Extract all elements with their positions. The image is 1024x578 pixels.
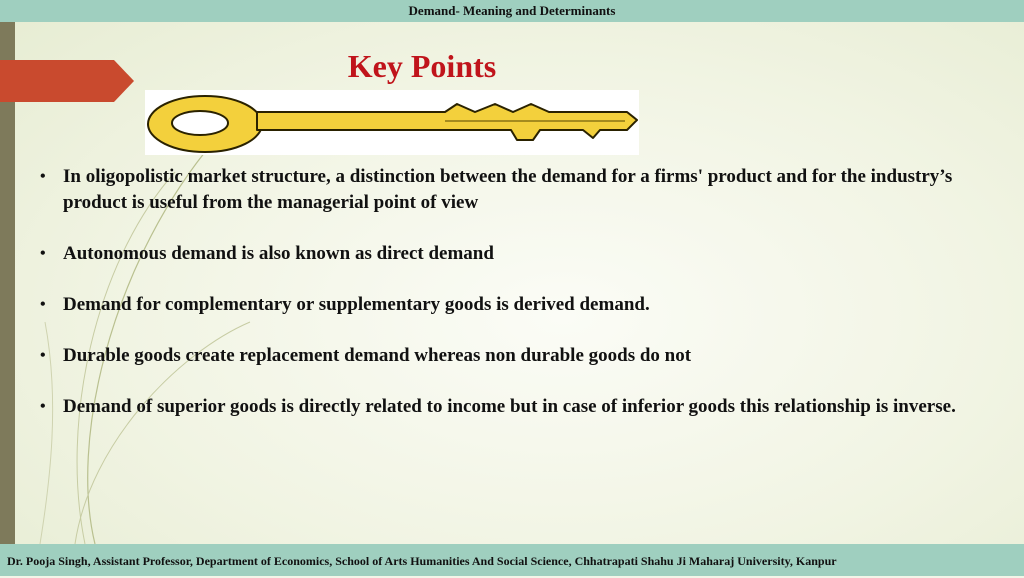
header-title: Demand- Meaning and Determinants bbox=[408, 3, 616, 18]
bullet: • bbox=[40, 398, 46, 415]
footer-text: Dr. Pooja Singh, Assistant Professor, Department of Economics, School of Arts Humanities And Social Science, Chhatrapati Shahu Ji Maharaj University, Kanpur bbox=[7, 554, 837, 568]
key-points-list bbox=[40, 164, 1000, 445]
slide-title: Key Points bbox=[347, 48, 497, 84]
point-text: Demand for complementary or supplementary goods is derived demand. bbox=[63, 294, 650, 315]
key-icon bbox=[145, 90, 639, 155]
list-item bbox=[40, 241, 1000, 267]
key-image bbox=[145, 90, 639, 155]
list-item bbox=[40, 394, 1000, 420]
footer-bar bbox=[0, 544, 1024, 576]
bullet: • bbox=[40, 296, 46, 313]
bullet: • bbox=[40, 347, 46, 364]
header-bar bbox=[0, 0, 1024, 22]
bullet: • bbox=[40, 168, 46, 185]
point-text: Autonomous demand is also known as direct demand bbox=[63, 243, 494, 264]
bullet: • bbox=[40, 245, 46, 262]
list-item bbox=[40, 292, 1000, 318]
point-text: Demand of superior goods is directly related to income but in case of inferior goods this relationship is inverse. bbox=[63, 396, 956, 417]
list-item bbox=[40, 164, 1000, 216]
point-text: In oligopolistic market structure, a distinction between the demand for a firms' product and for the industry’s product is useful from the managerial point of view bbox=[63, 166, 953, 213]
point-text: Durable goods create replacement demand whereas non durable goods do not bbox=[63, 345, 692, 366]
list-item bbox=[40, 343, 1000, 369]
